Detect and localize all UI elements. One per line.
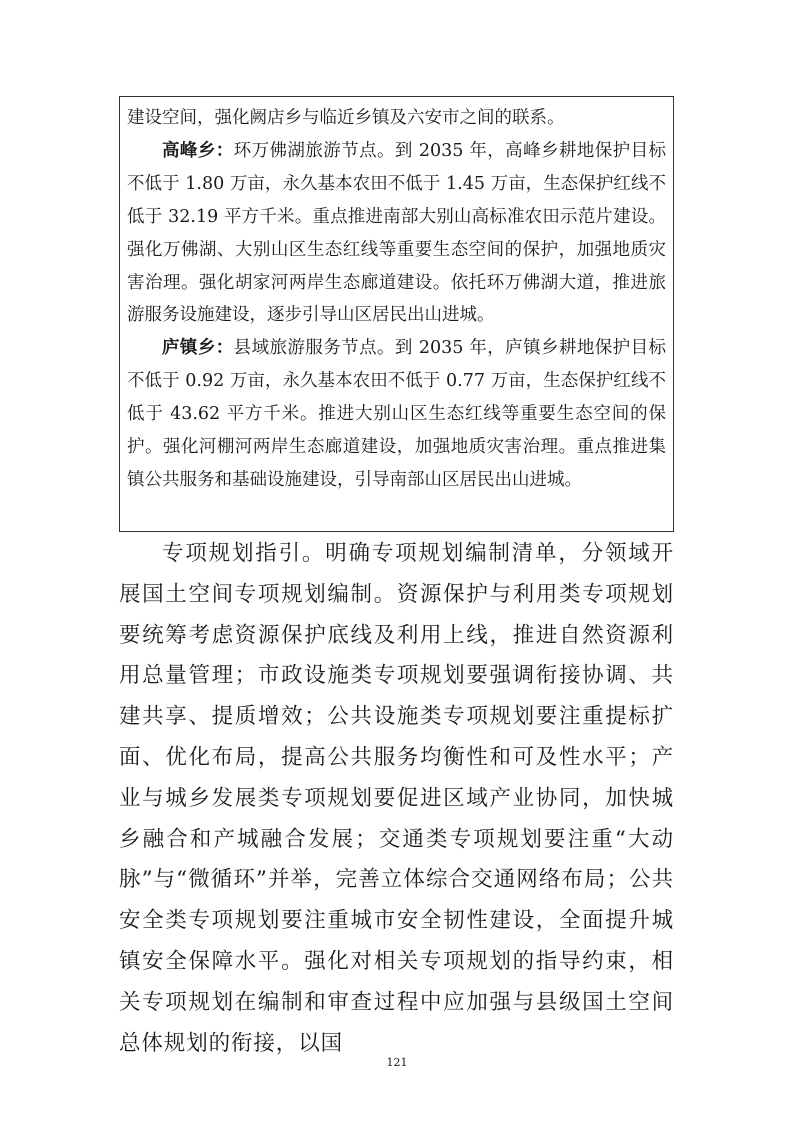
luzhen-text: 县域旅游服务节点。到 2035 年，庐镇乡耕地保护目标不低于 0.92 万亩，永久基本农田不低于 0.77 万亩，生态保护红线不低于 43.62 平方千米。推进大别山区生态红线等重要生态空间的保护。强化河棚河两岸生态廊道建设，加强地质灾害治理。重点推进集镇公共服务和基础设施建设，引导南部山区居民出山进城。 [127, 338, 666, 490]
gaofeng-heading: 高峰乡： [162, 140, 234, 161]
boxed-town-planning-section [119, 96, 674, 532]
special-planning-guidance-paragraph: 专项规划指引。明确专项规划编制清单，分领域开展国土空间专项规划编制。资源保护与利用类专项规划要统筹考虑资源保护底线及利用上线，推进自然资源利用总量管理；市政设施类专项规划要强调衔接协调、共建共享、提质增效；公共设施类专项规划要注重提标扩面、优化布局，提高公共服务均衡性和可及性水平；产业与城乡发展类专项规划要促进区域产业协同，加快城乡融合和产城融合发展；交通类专项规划要注重“大动脉”与“微循环”并举，完善立体综合交通网络布局；公共安全类专项规划要注重城市安全韧性建设，全面提升城镇安全保障水平。强化对相关专项规划的指导约束，相关专项规划在编制和审查过程中应加强与县级国土空间总体规划的衔接，以国 [119, 541, 674, 1056]
gaofeng-paragraph [127, 135, 666, 332]
luzhen-paragraph [127, 332, 666, 497]
luzhen-heading: 庐镇乡： [162, 338, 234, 359]
page-number: 121 [386, 1056, 408, 1069]
gaofeng-text: 环万佛湖旅游节点。到 2035 年，高峰乡耕地保护目标不低于 1.80 万亩，永久基本农田不低于 1.45 万亩，生态保护红线不低于 32.19 平方千米。重点推进南部大别山高标准农田示范片建设。强化万佛湖、大别山区生态红线等重要生态空间的保护，加强地质灾害治理。强化胡家河两岸生态廊道建设。依托环万佛湖大道，推进旅游服务设施建设，逐步引导山区居民出山进城。 [127, 140, 666, 326]
boxed-continuation-text: 建设空间，强化阙店乡与临近乡镇及六安市之间的联系。 [127, 108, 565, 128]
